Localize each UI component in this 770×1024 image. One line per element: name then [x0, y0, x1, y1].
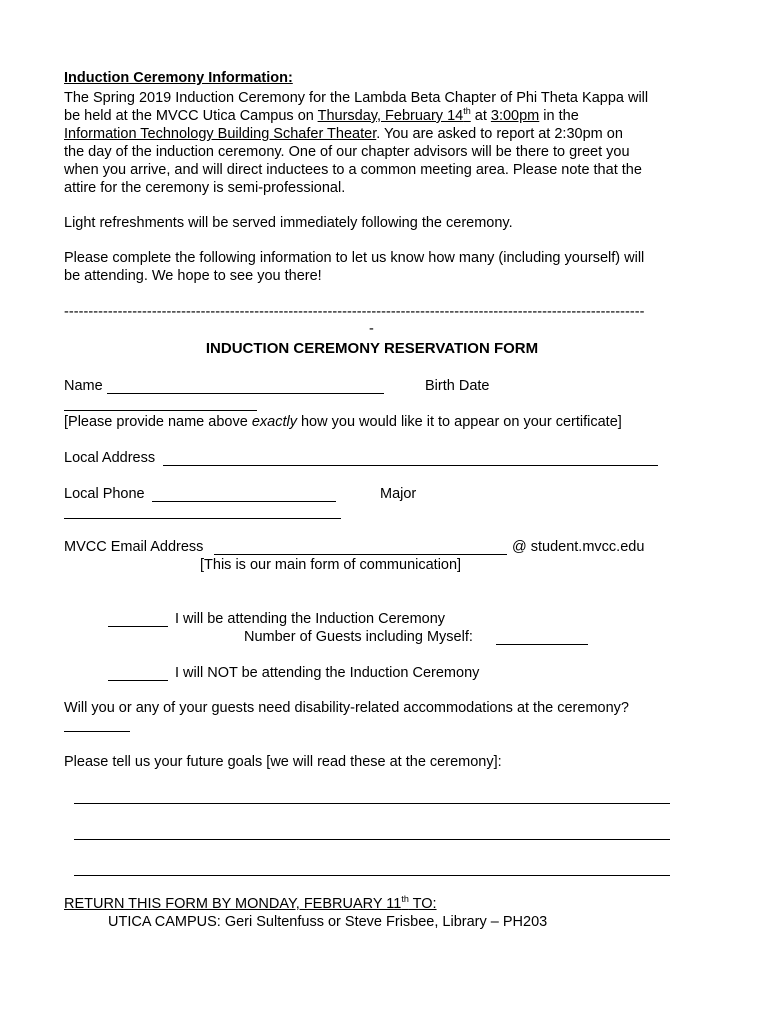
info-line — [64, 107, 579, 125]
goals-line[interactable] — [74, 803, 670, 804]
attending-label: I will be attending the Induction Ceremony — [175, 611, 446, 627]
guests-label: Number of Guests including Myself: — [244, 629, 473, 645]
info-line: The Spring 2019 Induction Ceremony for the Lambda Beta Chapter of Phi Theta Kappa will — [64, 90, 649, 106]
birth-date-field[interactable] — [64, 410, 257, 411]
email-field[interactable] — [214, 554, 507, 555]
accommodations-field[interactable] — [64, 731, 130, 732]
name-label: Name — [64, 378, 103, 394]
attending-blank[interactable] — [108, 626, 168, 627]
info-line: when you arrive, and will direct inductees to a common meeting area. Please note that the — [64, 162, 642, 178]
info-line: attire for the ceremony is semi-professional. — [64, 180, 346, 196]
major-label: Major — [380, 486, 417, 502]
return-deadline: RETURN THIS FORM BY MONDAY, FEBRUARY 11th TO: — [64, 894, 437, 912]
info-text: at — [470, 108, 491, 124]
email-label: MVCC Email Address — [64, 539, 204, 555]
phone-label: Local Phone — [64, 486, 145, 502]
birth-date-label: Birth Date — [425, 378, 490, 394]
goals-prompt: Please tell us your future goals [we will read these at the ceremony]: — [64, 754, 502, 770]
info-text: be held at the MVCC Utica Campus on — [64, 108, 318, 124]
info-text: in the — [539, 108, 579, 124]
info-line — [64, 125, 623, 143]
email-domain: @ student.mvcc.edu — [512, 539, 645, 555]
not-attending-blank[interactable] — [108, 680, 168, 681]
info-text: . You are asked to report at 2:30pm on — [376, 126, 623, 142]
refreshments-text: Light refreshments will be served immediately following the ceremony. — [64, 215, 513, 231]
separator-wrap: - — [369, 321, 374, 337]
info-heading: Induction Ceremony Information: — [64, 70, 293, 86]
phone-field[interactable] — [152, 501, 336, 502]
return-contact: UTICA CAMPUS: Geri Sultenfuss or Steve Frisbee, Library – PH203 — [108, 914, 548, 930]
form-title: INDUCTION CEREMONY RESERVATION FORM — [205, 340, 539, 357]
info-line: Please complete the following information to let us know how many (including yourself) will — [64, 250, 645, 266]
not-attending-label: I will NOT be attending the Induction Ceremony — [175, 665, 480, 681]
ceremony-date: Thursday, February 14th — [317, 106, 471, 124]
name-field[interactable] — [107, 393, 384, 394]
accommodations-question: Will you or any of your guests need disability-related accommodations at the ceremony? — [64, 700, 629, 716]
ceremony-place: Information Technology Building Schafer Theater — [64, 126, 377, 142]
goals-line[interactable] — [74, 875, 670, 876]
info-line: be attending. We hope to see you there! — [64, 268, 322, 284]
email-note: [This is our main form of communication] — [200, 557, 462, 573]
address-label: Local Address — [64, 450, 156, 466]
guests-field[interactable] — [496, 644, 588, 645]
name-note: [Please provide name above exactly how you would like it to appear on your certificate] — [64, 414, 622, 430]
major-field[interactable] — [64, 518, 341, 519]
address-field[interactable] — [163, 465, 658, 466]
ceremony-time: 3:00pm — [490, 108, 540, 124]
separator-line: ----------------------------------------------------------------------------------------------------------------------- — [64, 304, 645, 320]
goals-line[interactable] — [74, 839, 670, 840]
info-line: the day of the induction ceremony. One of our chapter advisors will be there to greet you — [64, 144, 630, 160]
